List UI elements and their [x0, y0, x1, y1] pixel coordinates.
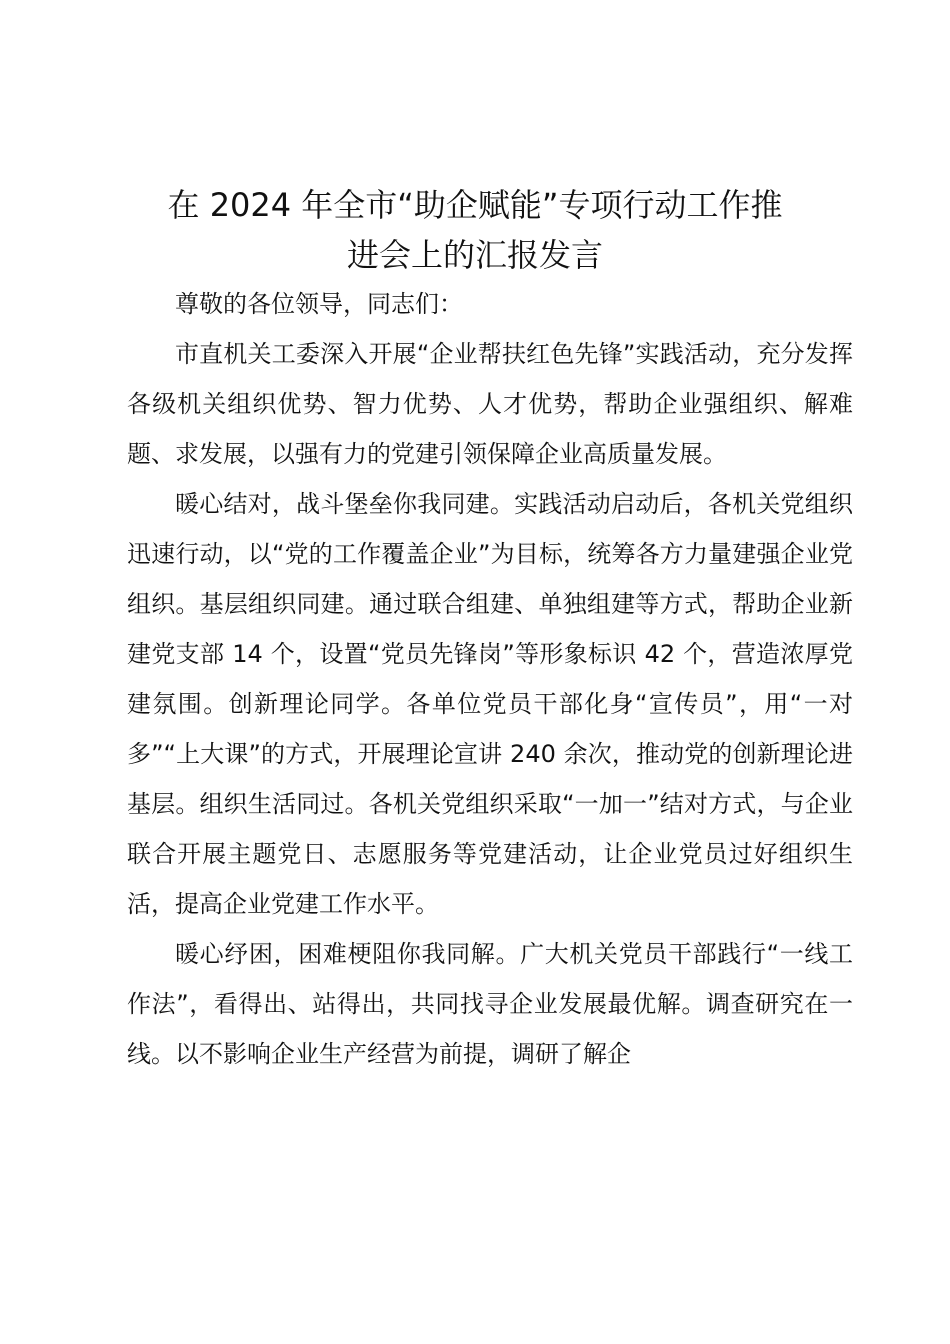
document-body	[127, 279, 853, 1079]
section-paragraph-2: 暖心纾困，困难梗阻你我同解。广大机关党员干部践行“一线工作法”，看得出、站得出，共同找寻企业发展最优解。调查研究在一线。以不影响企业生产经营为前提，调研了解企	[127, 940, 853, 1068]
section-paragraph-1: 暖心结对，战斗堡垒你我同建。实践活动启动后，各机关党组织迅速行动，以“党的工作覆盖企业”为目标，统筹各方力量建强企业党组织。基层组织同建。通过联合组建、单独组建等方式，帮助企业新建党支部 14 个，设置“党员先锋岗”等形象标识 42 个，营造浓厚党建氛围。创新理论同学。各单位党员干部化身“宣传员”，用“一对多”“上大课”的方式，开展理论宣讲 240 余次，推动党的创新理论进基层。组织生活同过。各机关党组织采取“一加一”结对方式，与企业联合开展主题党日、志愿服务等党建活动，让企业党员过好组织生活，提高企业党建工作水平。	[127, 490, 853, 918]
title-line-1: 在 2024 年全市“助企赋能”专项行动工作推	[167, 186, 783, 224]
title-line-2: 进会上的汇报发言	[346, 236, 603, 274]
intro-paragraph: 市直机关工委深入开展“企业帮扶红色先锋”实践活动，充分发挥各级机关组织优势、智力优势、人才优势，帮助企业强组织、解难题、求发展，以强有力的党建引领保障企业高质量发展。	[127, 340, 853, 468]
salutation-paragraph: 尊敬的各位领导，同志们：	[175, 290, 463, 318]
document-title	[115, 180, 835, 280]
